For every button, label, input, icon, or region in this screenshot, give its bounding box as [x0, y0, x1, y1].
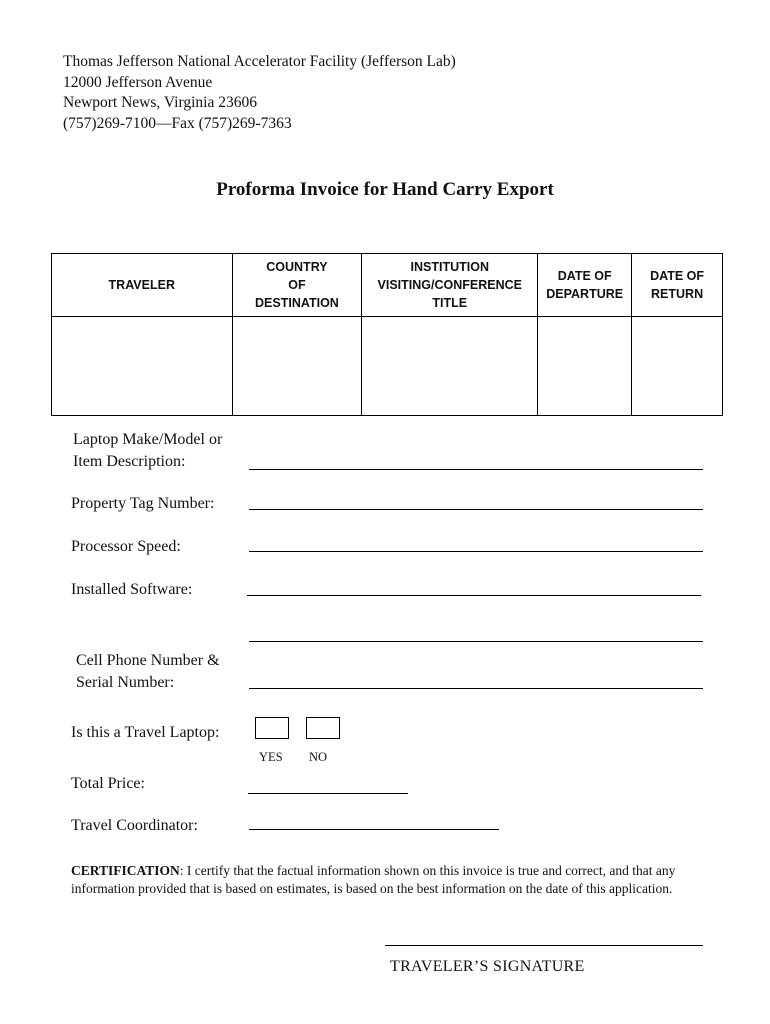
address-line-phone: (757)269-7100—Fax (757)269-7363: [63, 114, 292, 132]
signature-label: TRAVELER’S SIGNATURE: [390, 958, 585, 975]
laptop-label-1: Laptop Make/Model or: [73, 431, 223, 448]
certification-paragraph: [71, 862, 711, 898]
page-title: Proforma Invoice for Hand Carry Export: [216, 179, 554, 200]
certification-text: : I certify that the factual information shown on this invoice is true and correct, and that any information provided that is based on estimates, is based on the best information on the date of this application.: [71, 863, 676, 896]
country-cell[interactable]: [232, 317, 362, 416]
address-line-city: Newport News, Virginia 23606: [63, 94, 257, 111]
total-price-field[interactable]: [248, 793, 408, 794]
travel-coordinator-field[interactable]: [249, 829, 499, 830]
travel-coordinator-label: Travel Coordinator:: [71, 817, 198, 834]
no-label: NO: [309, 750, 328, 764]
cell-phone-label-1: Cell Phone Number &: [76, 652, 220, 669]
property-tag-field[interactable]: [249, 509, 703, 510]
return-cell[interactable]: [632, 317, 723, 416]
travel-table-header: [52, 254, 723, 317]
col-traveler: TRAVELER: [52, 254, 233, 317]
col-institution: INSTITUTION VISITING/CONFERENCE TITLE: [362, 254, 538, 317]
certification-heading: CERTIFICATION: [71, 863, 180, 878]
address-line-street: 12000 Jefferson Avenue: [63, 73, 213, 91]
installed-software-field[interactable]: [247, 595, 701, 596]
installed-software-field-2[interactable]: [249, 641, 703, 642]
cell-phone-field[interactable]: [249, 688, 703, 689]
institution-cell[interactable]: [362, 317, 538, 416]
yes-label: YES: [259, 750, 283, 764]
address-line-name: Thomas Jefferson National Accelerator Facility (Jefferson Lab): [63, 53, 456, 70]
travel-laptop-label: Is this a Travel Laptop:: [71, 724, 220, 741]
cell-phone-label-2: Serial Number:: [76, 674, 175, 691]
laptop-description-field[interactable]: [249, 469, 703, 470]
processor-speed-field[interactable]: [249, 551, 703, 552]
travel-table: [51, 253, 723, 416]
col-country: COUNTRY OF DESTINATION: [232, 254, 362, 317]
property-tag-label: Property Tag Number:: [71, 495, 215, 512]
no-checkbox[interactable]: [306, 717, 340, 739]
yes-checkbox[interactable]: [255, 717, 289, 739]
processor-speed-label: Processor Speed:: [71, 538, 181, 555]
facility-address: [63, 52, 456, 134]
table-row: [52, 317, 723, 416]
installed-software-label: Installed Software:: [71, 581, 193, 598]
traveler-cell[interactable]: [52, 317, 233, 416]
departure-cell[interactable]: [538, 317, 632, 416]
signature-field[interactable]: [385, 945, 703, 946]
laptop-label-2: Item Description:: [73, 453, 186, 470]
total-price-label: Total Price:: [71, 775, 145, 792]
col-return: DATE OF RETURN: [632, 254, 723, 317]
col-departure: DATE OF DEPARTURE: [538, 254, 632, 317]
